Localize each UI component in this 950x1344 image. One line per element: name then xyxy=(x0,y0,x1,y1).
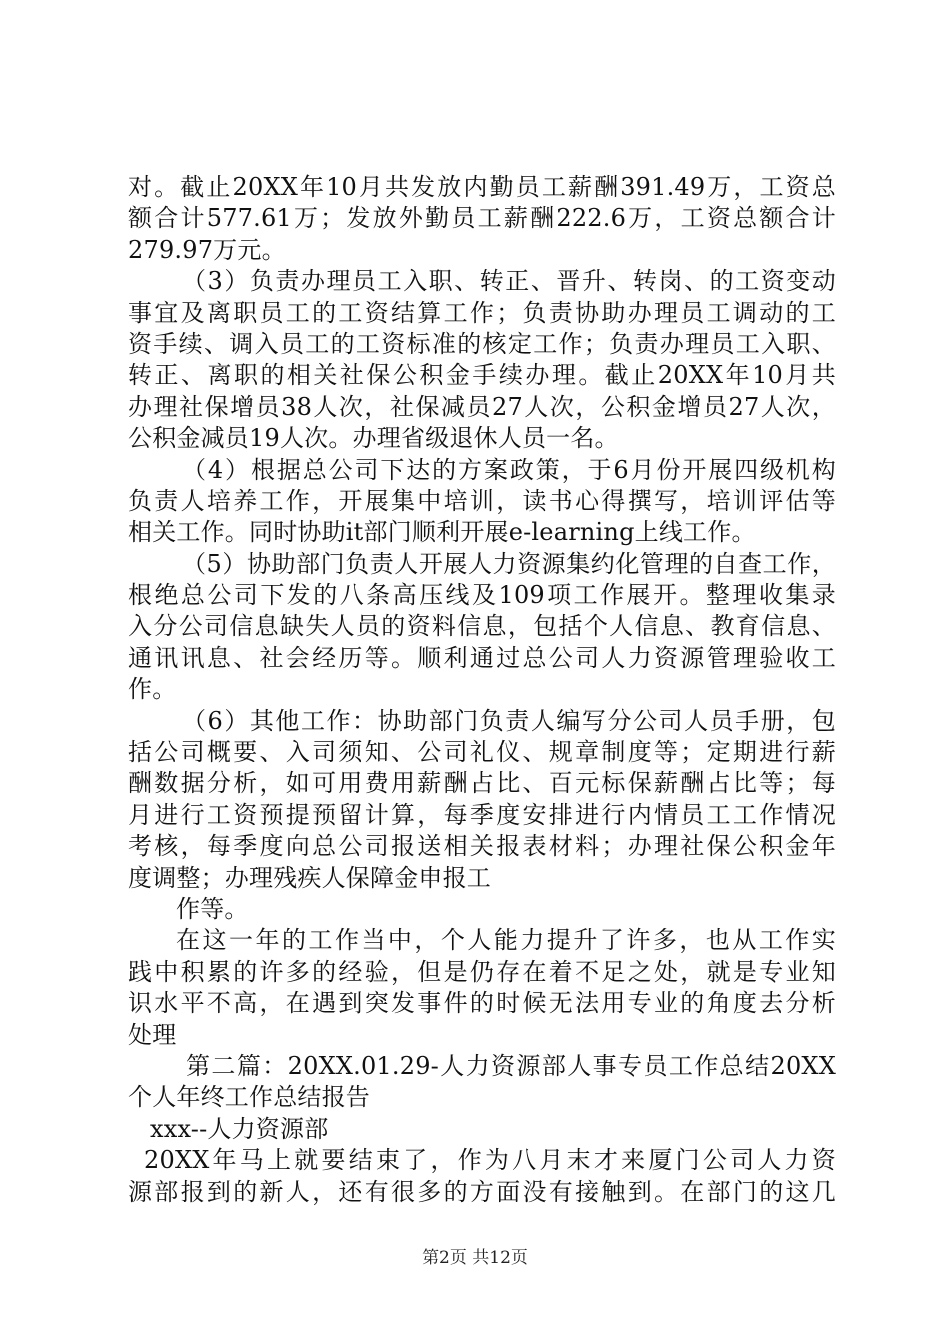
text-line: 度调整；办理残疾人保障金申报工 xyxy=(128,863,491,892)
paragraph-3-start: （3）负责办理员工入职、转正、晋升、转岗、的工资变动 xyxy=(182,267,836,296)
text-line: 事宜及离职员工的工资结算工作；负责协助办理员工调动的工 xyxy=(128,298,836,327)
text-line: 公积金减员19人次。办理省级退休人员一名。 xyxy=(128,424,619,453)
text-line: 践中积累的许多的经验，但是仍存在着不足之处，就是专业知 xyxy=(128,957,836,986)
text-line: 酬数据分析，如可用费用薪酬占比、百元标保薪酬占比等；每 xyxy=(128,769,836,798)
paragraph-5-start: （5）协助部门负责人开展人力资源集约化管理的自查工作， xyxy=(182,549,836,578)
text-line: 考核，每季度向总公司报送相关报表材料；办理社保公积金年 xyxy=(128,832,836,861)
text-line: 作等。 xyxy=(176,894,249,923)
department-line: xxx--人力资源部 xyxy=(150,1114,329,1143)
text-line: 资手续、调入员工的工资标准的核定工作；负责办理员工入职、 xyxy=(128,329,836,358)
document-body xyxy=(128,172,836,1208)
text-line: 月进行工资预提预留计算，每季度安排进行内情员工工作情况 xyxy=(128,800,836,829)
text-line: 负责人培养工作，开展集中培训，读书心得撰写，培训评估等 xyxy=(128,486,836,515)
text-line: 处理 xyxy=(128,1020,177,1049)
section-heading: 第二篇：20XX.01.29-人力资源部人事专员工作总结20XX xyxy=(186,1051,836,1080)
text-line: 额合计577.61万；发放外勤员工薪酬222.6万，工资总额合计 xyxy=(128,204,836,233)
text-line: 通讯讯息、社会经历等。顺利通过总公司人力资源管理验收工 xyxy=(128,643,836,672)
paragraph-4-start: （4）根据总公司下达的方案政策，于6月份开展四级机构 xyxy=(182,455,836,484)
text-line: 括公司概要、入司须知、公司礼仪、规章制度等；定期进行薪 xyxy=(128,738,836,767)
text-line: 根绝总公司下发的八条高压线及109项工作展开。整理收集录 xyxy=(128,581,836,610)
section-heading-continued: 个人年终工作总结报告 xyxy=(128,1083,370,1112)
text-line: 转正、离职的相关社保公积金手续办理。截止20XX年10月共 xyxy=(128,361,836,390)
text-line: 入分公司信息缺失人员的资料信息，包括个人信息、教育信息、 xyxy=(128,612,836,641)
text-line: 对。截止20XX年10月共发放内勤员工薪酬391.49万，工资总 xyxy=(128,173,836,201)
text-line: 源部报到的新人，还有很多的方面没有接触到。在部门的这几 xyxy=(128,1177,836,1206)
paragraph-6-start: （6）其他工作：协助部门负责人编写分公司人员手册，包 xyxy=(182,706,836,735)
summary-paragraph-start: 在这一年的工作当中，个人能力提升了许多，也从工作实 xyxy=(176,926,836,955)
text-line: 办理社保增员38人次，社保减员27人次，公积金增员27人次， xyxy=(128,392,836,421)
page-number-footer: 第2页 共12页 xyxy=(422,1248,528,1268)
paragraph-start: 20XX年马上就要结束了，作为八月末才来厦门公司人力资 xyxy=(144,1146,836,1175)
text-line: 作。 xyxy=(128,675,177,704)
text-line: 相关工作。同时协助it部门顺利开展e-learning上线工作。 xyxy=(128,518,756,547)
text-line: 识水平不高，在遇到突发事件的时候无法用专业的角度去分析 xyxy=(128,989,836,1018)
text-line: 279.97万元。 xyxy=(128,235,286,264)
